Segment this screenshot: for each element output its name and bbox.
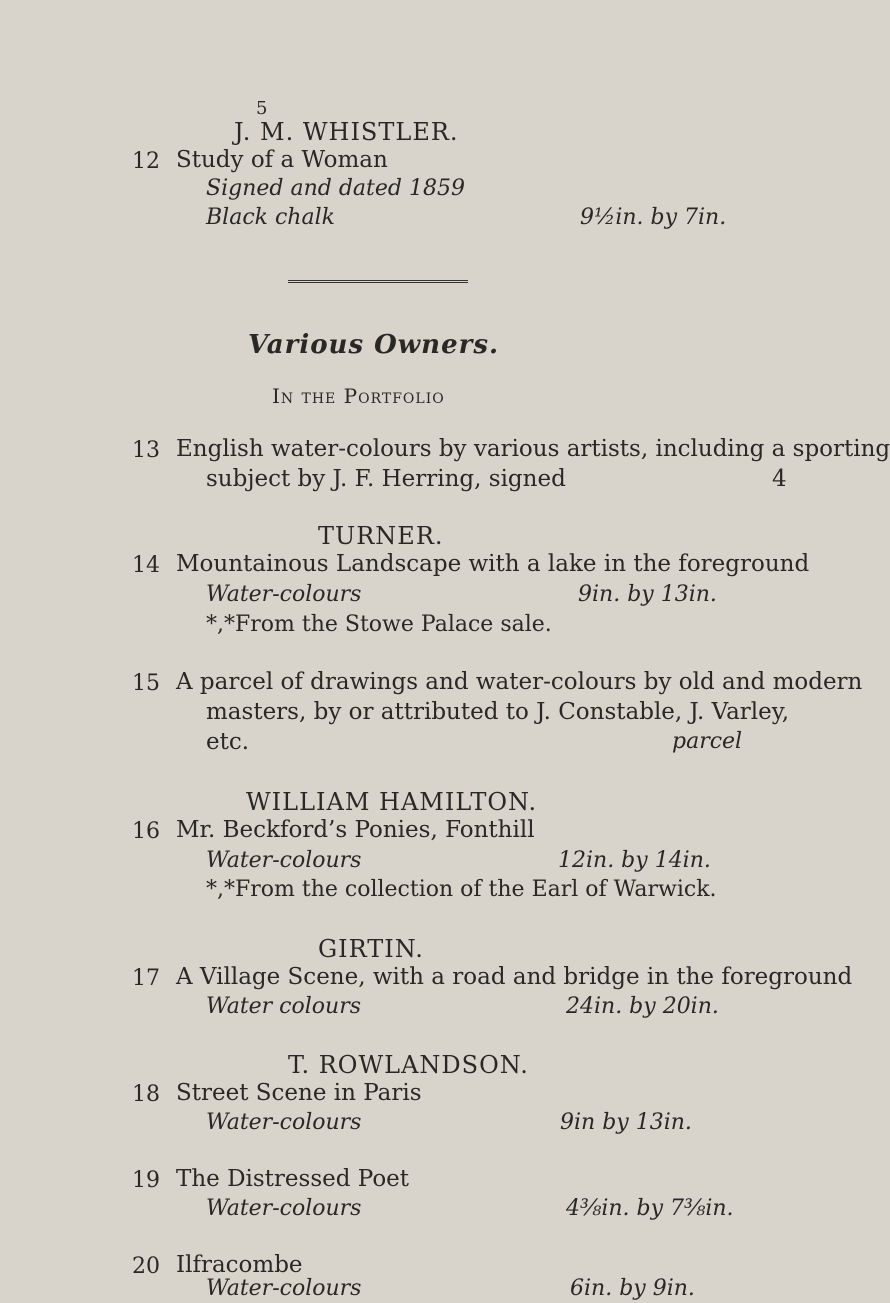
lot-title: The Distressed Poet	[176, 1166, 410, 1192]
page-number: 5	[256, 98, 268, 119]
lot-title: Study of a Woman	[176, 147, 388, 173]
lot-title-continuation: subject by J. F. Herring, signed	[206, 466, 566, 492]
lot-title: Ilfracombe	[176, 1252, 303, 1278]
lot-title: A Village Scene, with a road and bridge in the foreground	[176, 964, 853, 990]
section-heading: Various Owners.	[248, 330, 500, 360]
lot-size: 4⅜in. by 7⅜in.	[566, 1196, 734, 1221]
lot-number: 16	[132, 819, 160, 844]
artist-heading-girtin: GIRTIN.	[318, 935, 424, 963]
lot-size: 24in. by 20in.	[566, 994, 719, 1019]
lot-title: Mr. Beckford’s Ponies, Fonthill	[176, 817, 535, 843]
lot-title: English water-colours by various artists, including a sporting	[176, 436, 890, 462]
lot-size: 6in. by 9in.	[570, 1276, 695, 1301]
lot-title-continuation: masters, by or attributed to J. Constable, J. Varley,	[206, 699, 790, 725]
lot-number: 20	[132, 1254, 160, 1279]
lot-note: *,*From the collection of the Earl of Warwick.	[206, 877, 717, 902]
lot-number: 14	[132, 553, 160, 578]
lot-size: 9in. by 13in.	[578, 582, 717, 607]
artist-heading-turner: TURNER.	[318, 522, 444, 550]
section-subheading: In the Portfolio	[272, 384, 445, 408]
section-divider	[288, 280, 468, 283]
lot-medium: Water-colours	[206, 1276, 362, 1301]
lot-size: 4	[772, 466, 787, 492]
lot-title: Street Scene in Paris	[176, 1080, 422, 1106]
lot-size: parcel	[672, 729, 743, 754]
lot-size: 9½in. by 7in.	[580, 205, 727, 230]
lot-size: 9in by 13in.	[560, 1110, 692, 1135]
lot-number: 15	[132, 671, 160, 696]
lot-medium: Water-colours	[206, 582, 362, 607]
lot-medium: Water-colours	[206, 1196, 362, 1221]
artist-heading-whistler: J. M. WHISTLER.	[234, 118, 459, 146]
artist-heading-rowlandson: T. ROWLANDSON.	[288, 1051, 529, 1079]
lot-medium: Black chalk	[206, 205, 335, 230]
lot-note: *,*From the Stowe Palace sale.	[206, 612, 552, 637]
lot-number: 19	[132, 1168, 160, 1193]
lot-title-continuation: etc.	[206, 729, 250, 755]
lot-number: 17	[132, 966, 160, 991]
lot-medium: Water-colours	[206, 1110, 362, 1135]
lot-number: 12	[132, 149, 160, 174]
lot-title: A parcel of drawings and water-colours by old and modern	[176, 669, 863, 695]
lot-title: Mountainous Landscape with a lake in the foreground	[176, 551, 810, 577]
lot-medium: Water colours	[206, 994, 362, 1019]
lot-size: 12in. by 14in.	[558, 848, 711, 873]
lot-number: 18	[132, 1082, 160, 1107]
lot-number: 13	[132, 438, 160, 463]
lot-medium: Water-colours	[206, 848, 362, 873]
lot-inscription: Signed and dated 1859	[206, 176, 465, 201]
artist-heading-hamilton: WILLIAM HAMILTON.	[246, 788, 538, 816]
